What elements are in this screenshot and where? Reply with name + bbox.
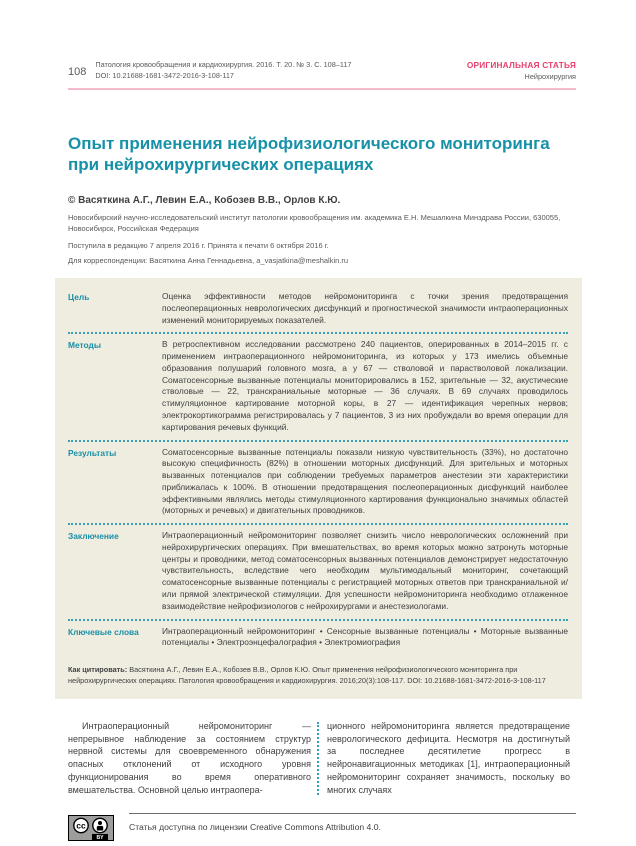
section-name: Нейрохирургия — [524, 72, 576, 81]
license-text: Статья доступна по лицензии Creative Commons Attribution 4.0. — [129, 821, 381, 832]
license-rule-and-text — [129, 813, 576, 832]
page-header — [68, 60, 576, 81]
journal-meta — [95, 60, 351, 81]
abstract-label-keywords: Ключевые слова — [68, 626, 139, 637]
body-right-column: ционного нейромониторинга является предотвращение неврологического дефицита. Несмотря на достигнутый за последнее десятилетие прогресс в нейронавигационных методиках [1], интраоперационный нейромониторинг сохраняет значимость, поскольку во многих случаях — [327, 720, 570, 795]
column-divider — [317, 722, 319, 795]
article-title — [68, 134, 576, 175]
abstract-text-results: Соматосенсорные вызванные потенциалы показали низкую чувствительность (33%), но достаточно высокую специфичность (82%) в отношении моторных дисфункций. Для зрительных и моторных вызванных потенциалов при соблюдении требуемых параметров анестезии эти характеристики приближалась к 100%. В отношении предотвращения послеоперационных дисфункций наиболее эффективными являлись методы стимуляционного картирования функционально значимых областей (моторных и речевых) и двигательных проводников. — [162, 446, 568, 516]
received-dates: Поступила в редакцию 7 апреля 2016 г. Принята к печати 6 октября 2016 г. — [68, 241, 329, 251]
correspondence-line: Для корреспонденции: Васяткина Анна Геннадьевна, a_vasjatkina@meshalkin.ru — [68, 256, 349, 266]
authors-line: © Васяткина А.Г., Левин Е.А., Кобозев В.В., Орлов К.Ю. — [68, 194, 341, 206]
abstract-text-methods: В ретроспективном исследовании рассмотрено 240 пациентов, оперированных в 2014–2015 гг. с применением интраоперационного нейромониторинга, из которых у 173 имелись объемные образования полушарий головного мозга, а у 67 — стволовой и парастволовой локализации. Соматосенсорные вызванные потенциалы мониторировались в 152, зрительные — 32, акустические стволовые — 22, транскраниальные моторные — 36 случаях. В 69 случаях проводилось стимуляционное картирование моторной коры, в 27 — идентификация черепных нервов; электрокортикограмма регистрировалась у 7 пациентов, 3 из них пробуждали во время операции для картирования речевых функций. — [162, 339, 568, 432]
how-to-cite-label: Как цитировать: — [68, 665, 128, 675]
abstract-text-aim: Оценка эффективности методов нейромониторинга с точки зрения предотвращения послеоперационных неврологических дисфункций и прогностической значимости интраоперационных изменений мониторируемых показателей. — [162, 291, 568, 325]
abstract-text-conclusion: Интраоперационный нейромониторинг позволяет снизить число неврологических осложнений при нейрохирургических операциях. При вмешательствах, во время которых можно затронуть моторные центры и проводники, метод соматосенсорных вызванных потенциалов демонстрирует недостаточную чувствительность, вследствие чего необходим мультимодальный мониторинг, сочетающий соматосенсорные вызванные потенциалы с регистрацией моторных ответов при транскраниальной и/или прямой электрической стимуляции. Для успешности нейромониторинга необходимо отлаженное взаимодействие нейрофизиологов с нейрохирургами и анестезиологами. — [162, 530, 568, 611]
abstract-label-aim: Цель — [68, 292, 90, 303]
body-columns — [68, 720, 576, 797]
svg-text:BY: BY — [96, 834, 104, 841]
abstract-row-aim — [68, 286, 568, 332]
body-left-column: Интраоперационный нейромониторинг — непрерывное наблюдение за состоянием структур нервной системы для своевременного обнаружения опасных отклонений от исходного уровня функционирования во время оперативного вмешательства. Основной целью интраопера- — [68, 720, 311, 795]
svg-text:cc: cc — [76, 820, 86, 831]
article-type-label: ОРИГИНАЛЬНАЯ СТАТЬЯ — [466, 60, 576, 70]
header-rule — [68, 88, 576, 90]
abstract-row-conclusion — [68, 525, 568, 618]
abstract-row-results — [68, 442, 568, 524]
abstract-label-results: Результаты — [68, 447, 117, 458]
journal-doi-line: DOI: 10.21688-1681-3472-2016-3-108-117 — [95, 70, 234, 80]
abstract-label-methods: Методы — [68, 340, 101, 351]
header-section-block — [467, 60, 576, 81]
abstract-row-methods — [68, 334, 568, 439]
affiliation: Новосибирский научно-исследовательский институт патологии кровообращения им. академика Е.Н. Мешалкина Минздрава России, 630055, Новосибирск, Российская Федерация — [68, 212, 561, 233]
abstract-label-conclusion: Заключение — [68, 531, 119, 542]
abstract-text-keywords: Интраоперационный нейромониторинг • Сенсорные вызванные потенциалы • Моторные вызванные потенциалы • Электроэнцефалография • Электромиография — [162, 625, 568, 648]
how-to-cite — [68, 665, 568, 687]
header-journal-block — [68, 60, 351, 81]
page-number: 108 — [68, 66, 87, 79]
license-footer — [68, 813, 576, 846]
how-to-cite-text: Васяткина А.Г., Левин Е.А., Кобозев В.В., Орлов К.Ю. Опыт применения нейрофизиологического мониторинга при нейрохирургических операциях. Патология кровообращения и кардиохирургия. 2016;20(3):108-117. DOI: 10.21688-1681-3472-2016-3-108-117 — [68, 665, 546, 685]
abstract-row-keywords — [68, 621, 568, 656]
article-title-line1: Опыт применения нейрофизиологического мониторинга — [68, 134, 550, 154]
journal-citation-line: Патология кровообращения и кардиохирургия. 2016. Т. 20. № 3. С. 108–117 — [95, 60, 352, 69]
cc-by-badge-icon — [68, 815, 114, 846]
abstract-panel — [55, 278, 582, 699]
article-title-line2: при нейрохирургических операциях — [68, 154, 374, 174]
